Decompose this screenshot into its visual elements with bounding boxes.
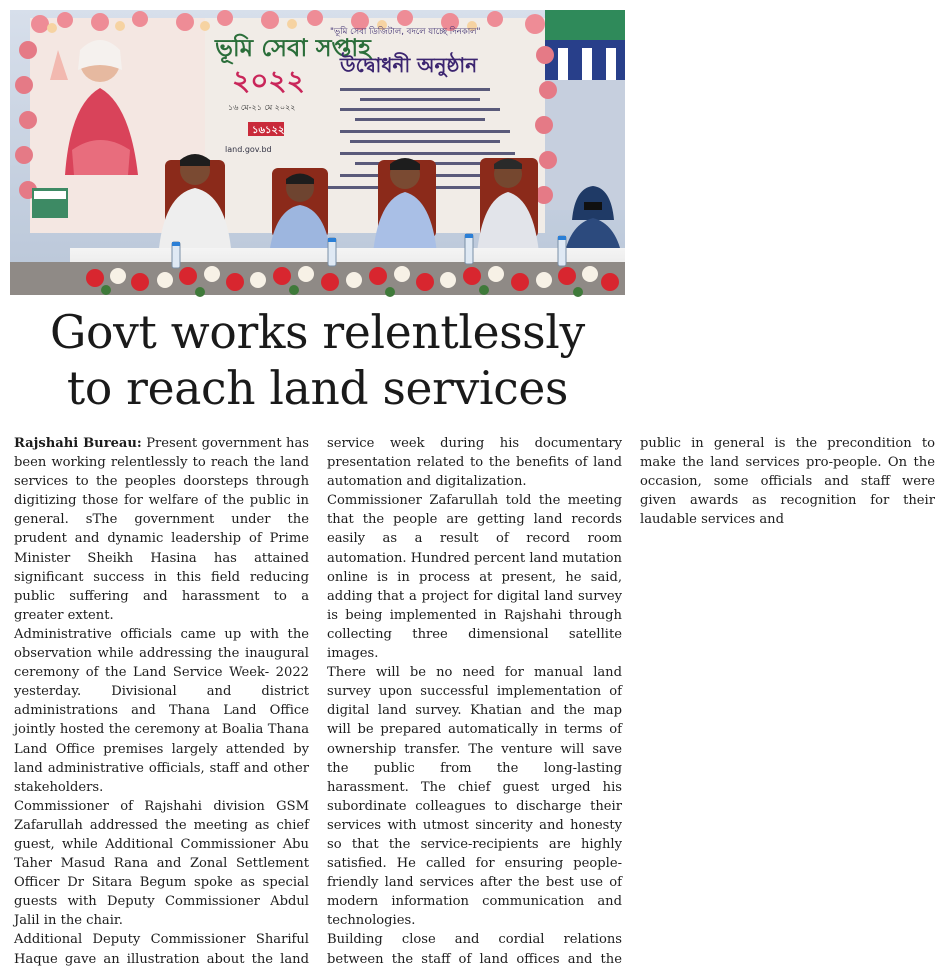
article-paragraph: Rajshahi Bureau: Present government has been working relentlessly to reach the land services to the peoples doorsteps through digitizing those for welfare of the public in general. sThe government under the prudent and dynamic leadership of Prime Minister Sheikh Hasina has attained significant success in this field reducing public suffering and harassment to a greater extent. xyxy=(14,436,309,623)
banner-year: ২০২২ xyxy=(232,64,305,97)
article-paragraph: There will be no need for manual land survey upon successful implementation of digital land survey. Khatian and the map will be prepared automatically in terms of ownership transfer. The venture will save the public from the long-lasting harassment. The chief guest urged his subordinate colleagues to discharge their services with utmost sincerity and honesty so that the service-recipients are highly satisfied. He called for ensuring people-friendly land services after the best use of modern information communication and technologies. xyxy=(327,665,622,929)
ceremony-photo xyxy=(10,10,625,295)
article-paragraph: Commissioner Zafarullah told the meeting that the people are getting land records easily as a result of record room automation. Hundred percent land mutation online is in process at present, he said, adding that a project for digital land survey is being implemented in Rajshahi through collecting three dimensional satellite images. xyxy=(327,493,622,662)
banner-slogan: "ভূমি সেবা ডিজিটাল, বদলে যাচ্ছে দিনকাল" xyxy=(330,27,481,37)
article-paragraph: Administrative officials came up with the observation while addressing the inaugural ceremony of the Land Service Week- 2022 yesterday. Divisional and district administrations and Thana Land Office jointly hosted the ceremony at Boalia Thana Land Office premises largely attended by land administrative officials, staff and other stakeholders. xyxy=(14,626,309,795)
banner-website: land.gov.bd xyxy=(225,145,272,154)
byline: Rajshahi Bureau: xyxy=(14,436,142,451)
banner-dates: ১৬ মে-২১ মে ২০২২ xyxy=(228,103,296,112)
hotline-number: ১৬১২২ xyxy=(252,125,285,136)
article-headline xyxy=(10,305,625,425)
article-body xyxy=(14,434,935,970)
headline-line-2: to reach land services xyxy=(66,362,569,415)
article-paragraph: Building close and cordial relations between the staff of land offices and the public in general is the precondition to make the land services pro-people. On the occasion, some officials and staff were given awards as recognition for their laudable services and xyxy=(327,436,935,967)
banner-event: উদ্বোধনী অনুষ্ঠান xyxy=(340,53,478,77)
headline-line-1: Govt works relentlessly xyxy=(50,306,585,359)
banner-title: ভূমি সেবা সপ্তাহ xyxy=(215,34,371,62)
article-paragraph: Additional Deputy Commissioner Shariful Haque gave an illustration about the land service week during his documentary presentation related to the benefits of land automation and digitalization. xyxy=(14,436,622,967)
article-paragraph: Commissioner of Rajshahi division GSM Zafarullah addressed the meeting as chief guest, while Additional Commissioner Abu Taher Masud Rana and Zonal Settlement Officer Dr Sitara Begum spoke as special guests with Deputy Commissioner Abdul Jalil in the chair. xyxy=(14,798,309,929)
